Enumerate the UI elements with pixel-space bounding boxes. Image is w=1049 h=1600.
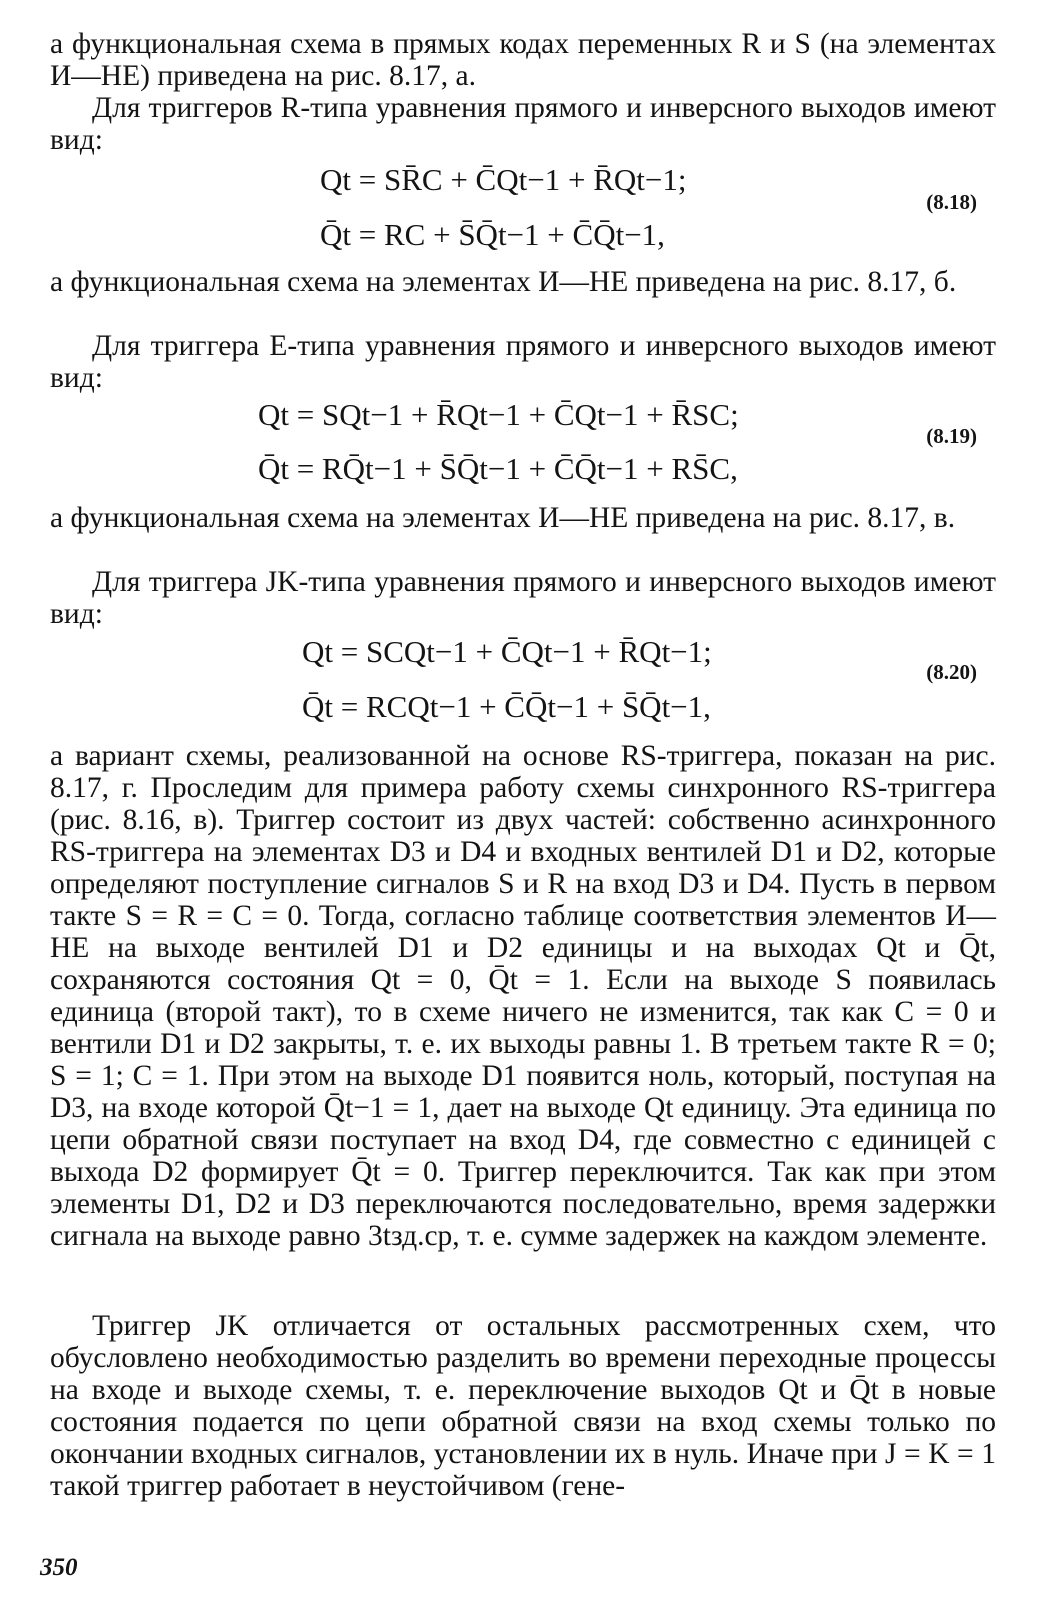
- equation-8-18-line-2: Q̄t = RC + S̄Q̄t−1 + C̄Q̄t−1,: [320, 217, 665, 252]
- equation-8-19-line-1: Qt = SQt−1 + R̄Qt−1 + C̄Qt−1 + R̄SC;: [258, 397, 739, 432]
- paragraph-5: а функциональная схема на элементах И—НЕ приведена на рис. 8.17, в.: [50, 502, 956, 534]
- paragraph-1: а функциональная схема в прямых кодах переменных R и S (на элементах И—НЕ) приведена на рис. 8.17, а.: [50, 28, 996, 92]
- equation-number-8-20: (8.20): [926, 660, 977, 684]
- paragraph-3: а функциональная схема на элементах И—НЕ приведена на рис. 8.17, б.: [50, 266, 957, 298]
- equation-8-19-line-2: Q̄t = RQ̄t−1 + S̄Q̄t−1 + C̄Q̄t−1 + RS̄C,: [258, 451, 738, 486]
- equation-number-8-18: (8.18): [926, 190, 977, 214]
- paragraph-4: Для триггера E-типа уравнения прямого и инверсного выходов имеют вид:: [50, 330, 996, 394]
- page-number: 350: [40, 1554, 78, 1581]
- equation-number-8-19: (8.19): [926, 424, 977, 448]
- equation-8-20-line-1: Qt = SCQt−1 + C̄Qt−1 + R̄Qt−1;: [302, 634, 712, 669]
- paragraph-6: Для триггера JK-типа уравнения прямого и инверсного выходов имеют вид:: [50, 566, 996, 630]
- paragraph-8: Триггер JK отличается от остальных рассмотренных схем, что обусловлено необходимостью разделить во времени переходные процессы на входе и выходе схемы, т. е. переключение выходов Qt и Q̄t в новые состояния подается по цепи обратной связи на вход схемы только по окончании входных сигналов, установлении их в нуль. Иначе при J = K = 1 такой триггер работает в неустойчивом (гене-: [50, 1310, 996, 1502]
- equation-8-18-line-1: Qt = SR̄C + C̄Qt−1 + R̄Qt−1;: [320, 162, 687, 197]
- equation-8-20-line-2: Q̄t = RCQt−1 + C̄Q̄t−1 + S̄Q̄t−1,: [302, 689, 711, 724]
- paragraph-7: а вариант схемы, реализованной на основе RS-триггера, показан на рис. 8.17, г. Проследим для примера работу схемы синхронного RS-триггера (рис. 8.16, в). Триггер состоит из двух частей: собственно асинхронного RS-триггера на элементах D3 и D4 и входных вентилей D1 и D2, которые определяют поступление сигналов S и R на вход D3 и D4. Пусть в первом такте S = R = C = 0. Тогда, согласно таблице соответствия элементов И—НЕ на выходе вентилей D1 и D2 единицы и на выходах Qt и Q̄t, сохраняются состояния Qt = 0, Q̄t = 1. Если на выходе S появилась единица (второй такт), то в схеме ничего не изменится, так как C = 0 и вентили D1 и D2 закрыты, т. е. их выходы равны 1. В третьем такте R = 0; S = 1; C = 1. При этом на выходе D1 появится ноль, который, поступая на D3, на входе которой Q̄t−1 = 1, дает на выходе Qt единицу. Эта единица по цепи обратной связи поступает на вход D4, где совместно с единицей с выхода D2 формирует Q̄t = 0. Триггер переключится. Так как при этом элементы D1, D2 и D3 переключаются последовательно, время задержки сигнала на выходе равно 3tзд.ср, т. е. сумме задержек на каждом элементе.: [50, 740, 996, 1252]
- paragraph-2: Для триггеров R-типа уравнения прямого и инверсного выходов имеют вид:: [50, 92, 996, 156]
